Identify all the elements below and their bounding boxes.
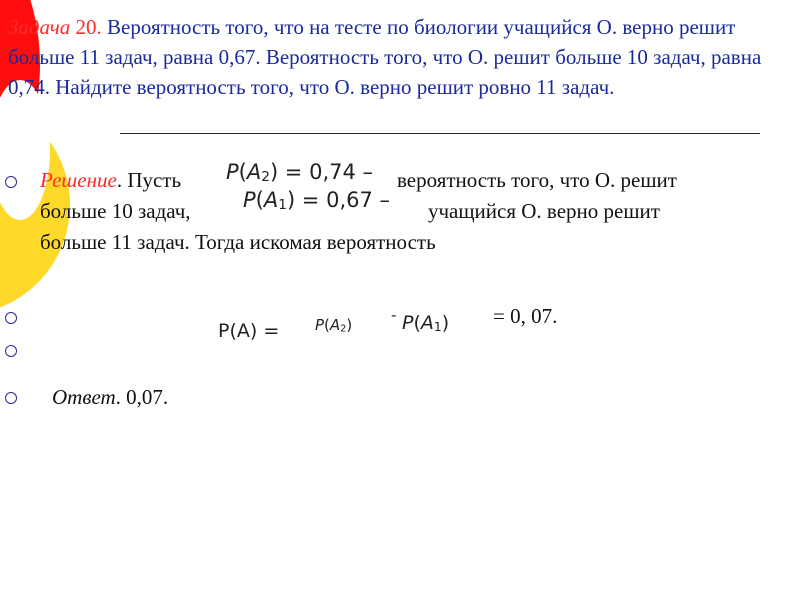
calc-result: = 0, 07. [493, 304, 558, 328]
bullet-2 [5, 312, 17, 324]
calc-minus: - [391, 306, 397, 324]
solution-line-1 [40, 167, 181, 193]
solution-after-label: . Пусть [116, 168, 182, 192]
calc-lhs: P(A) = [218, 320, 280, 342]
solution-label: Решение [40, 168, 117, 192]
answer-label: Ответ [52, 385, 116, 409]
problem-lead: Задача [8, 15, 71, 39]
problem-text: Вероятность того, что на тесте по биологии учащийся О. верно решит больше 11 задач, равна 0,67. Вероятность того, что О. решит больше 10 задач, равна 0,74. Найдите вероятность того, что О. верно решит ровно 11 задач. [8, 15, 762, 99]
formula-p-a1: $P(A_1) = 0,67$ – [243, 188, 391, 214]
solution-line-2: больше 10 задач, [40, 199, 191, 223]
answer-value: . 0,07. [115, 385, 169, 409]
problem-number: 20. [75, 15, 102, 39]
divider-line [120, 133, 760, 134]
answer-line [52, 384, 168, 410]
calc-term1: $P(A_2)$ [315, 316, 353, 335]
solution-line-1-tail: вероятность того, что О. решит [397, 168, 677, 192]
bullet-4 [5, 392, 17, 404]
solution-line-2-tail: учащийся О. верно решит [428, 199, 660, 223]
problem-statement [8, 12, 798, 102]
solution-line-3: больше 11 задач. Тогда искомая вероятность [40, 230, 436, 254]
formula-p-a2: $P(A_2) = 0,74$ – [226, 160, 374, 186]
bullet-3 [5, 345, 17, 357]
calc-term2: $P(A_1)$ [402, 312, 450, 334]
bullet-1 [5, 176, 17, 188]
